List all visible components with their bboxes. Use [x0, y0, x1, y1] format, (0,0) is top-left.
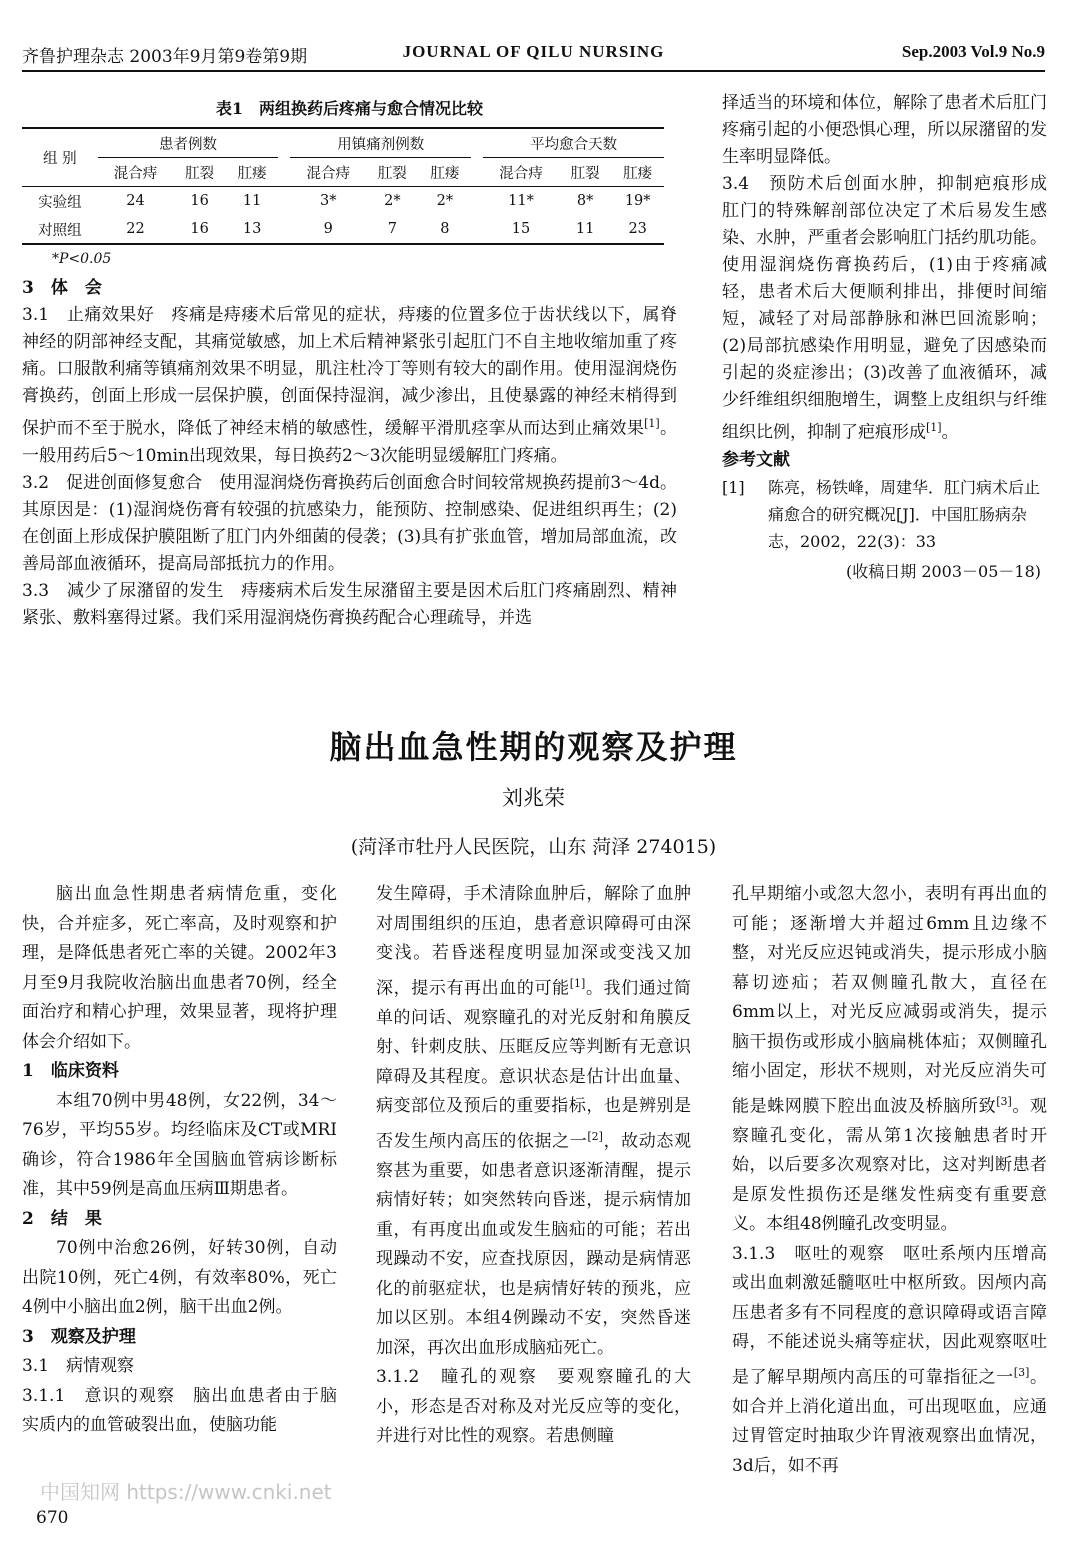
table-subhead: 肛裂 [559, 158, 612, 187]
table-group-header: 组 别 [22, 128, 98, 187]
citation: [3] [996, 1094, 1012, 1108]
reference-item [722, 474, 1047, 555]
paragraph: 发生障碍，手术清除血肿后，解除了血肿对周围组织的压迫，患者意识障碍可由深变浅。若昏迷程度明显加深或变浅又加深，提示有再出血的可能[1]。我们通过简单的问话、观察瞳孔的对光反射和角膜反射、针刺皮肤、压眶反应等判断有无意识障碍及其程度。意识状态是估计出血量、病变部位及预后的重要指标，也是辨别是否发生颅内高压的依据之一[2]，故动态观察甚为重要，如患者意识逐渐清醒，提示病情好转；如突然转向昏迷，提示病情加重，有再度出血或发生脑疝的可能；若出现躁动不安，应查找原因，躁动是病情恶化的前驱症状，也是病情好转的预兆，应加以区别。本组4例躁动不安，突然昏迷加深，再次出血形成脑疝死亡。 [376, 884, 692, 1358]
table-subhead: 肛瘘 [226, 158, 279, 187]
paragraph: 择适当的环境和体位，解除了患者术后肛门疼痛引起的小便恐惧心理，所以尿潴留的发生率明显降低。 [722, 93, 1047, 167]
table-subhead: 混合痔 [483, 158, 559, 187]
reference-number: [1] [722, 477, 745, 497]
table-subhead: 肛裂 [366, 158, 419, 187]
table-cell: 15 [483, 215, 559, 244]
table-subhead: 混合痔 [290, 158, 366, 187]
results-table [22, 127, 664, 245]
page-number: 670 [36, 1508, 69, 1528]
right-column [722, 90, 1064, 582]
table-cell: 24 [126, 193, 145, 209]
table-cell: 11* [508, 193, 534, 209]
table-subhead: 肛瘘 [419, 158, 472, 187]
paragraph: 3.1.2 瞳孔的观察 要观察瞳孔的大小，形态是否对称及对光反应等的变化，并进行对比性的观察。若患侧瞳 [376, 1367, 691, 1447]
article-column-2 [376, 880, 691, 1452]
table-cell: 11 [559, 215, 612, 244]
table-cell: 9 [290, 215, 366, 244]
table-caption: 表1 两组换药后疼痛与愈合情况比较 [215, 99, 484, 118]
article-title: 脑出血急性期的观察及护理 [329, 728, 738, 766]
table-row [22, 187, 664, 216]
table-cell: 19* [624, 193, 651, 209]
section-heading: 3 观察及护理 [22, 1326, 136, 1347]
article-column-3 [732, 880, 1047, 1481]
received-date: (收稿日期 2003－05－18) [845, 561, 1041, 581]
row-label: 实验组 [38, 194, 82, 211]
header-issue: Sep.2003 Vol.9 No.9 [901, 42, 1045, 61]
table-cell: 16 [173, 215, 226, 244]
subsection-heading: 3.1 病情观察 [22, 1356, 135, 1376]
references-heading: 参考文献 [722, 449, 790, 470]
table-row [22, 215, 664, 244]
article-author: 刘兆荣 [502, 786, 565, 810]
paragraph: 孔早期缩小或忽大忽小，表明有再出血的可能；逐渐增大并超过6mm且边缘不整，对光反应迟钝或消失，提示形成小脑幕切迹疝；若双侧瞳孔散大，直径在6mm以上，对光反应减弱或消失，提示脑干损伤或形成小脑扁桃体疝；双侧瞳孔缩小固定，形状不规则，对光反应消失可能是蛛网膜下腔出血波及桥脑所致[3]。观察瞳孔变化，需从第1次接触患者时开始，以后要多次观察对比，这对判断患者是原发性损伤还是继发性病变有重要意义。本组48例瞳孔改变明显。 [732, 884, 1048, 1235]
table-cell: 7 [366, 215, 419, 244]
table-cell: 23 [611, 215, 664, 244]
reference-text: 陈亮，杨铁峰，周建华．肛门病术后止痛愈合的研究概况[J]．中国肛肠病杂志，2002，22(3)：33 [768, 477, 1041, 551]
table-cell: 2* [436, 193, 454, 209]
table-subhead: 肛裂 [173, 158, 226, 187]
table-cell: 13 [226, 215, 279, 244]
citation: [2] [587, 1129, 603, 1143]
left-column [22, 90, 677, 632]
table-cell: 11 [242, 193, 262, 209]
article-column-1 [22, 880, 337, 1441]
table-cell: 16 [190, 193, 209, 209]
table-cell: 8* [576, 193, 594, 209]
watermark: 中国知网 https://www.cnki.net [40, 1480, 332, 1504]
section-heading: 1 临床资料 [22, 1061, 119, 1081]
paragraph: 3.1.1 意识的观察 脑出血患者由于脑实质内的血管破裂出血，使脑功能 [22, 1385, 337, 1435]
article-affiliation: (菏泽市牡丹人民医院，山东 菏泽 274015) [350, 836, 717, 858]
running-header [22, 40, 1045, 72]
paragraph: 3.3 减少了尿潴留的发生 痔瘘病术后发生尿潴留主要是因术后肛门疼痛剧烈、精神紧张、敷料塞得过紧。我们采用湿润烧伤膏换药配合心理疏导，并选 [22, 580, 677, 628]
table-group-3: 平均愈合天数 [483, 128, 664, 158]
header-journal-cn: 齐鲁护理杂志 2003年9月第9卷第9期 [22, 47, 308, 67]
table-group-2: 用镇痛剂例数 [290, 128, 471, 158]
paragraph: 脑出血急性期患者病情危重，变化快，合并症多，死亡率高，及时观察和护理，是降低患者死亡率的关键。2002年3月至9月我院收治脑出血患者70例，经全面治疗和精心护理，效果显著，现将护理体会介绍如下。 [22, 884, 337, 1052]
table-cell: 8 [419, 215, 472, 244]
paragraph: 3.2 促进创面修复愈合 使用湿润烧伤膏换药后创面愈合时间较常规换药提前3～4d。其原因是：(1)湿润烧伤膏有较强的抗感染力，能预防、控制感染、促进组织再生；(2)在创面上形成保护膜阻断了肛门内外细菌的侵袭；(3)具有扩张血管，增加局部血流，改善局部血液循环，提高局部抵抗力的作用。 [22, 472, 677, 574]
paragraph: 3.1 止痛效果好 疼痛是痔瘘术后常见的症状，痔瘘的位置多位于齿状线以下，属脊神经的阴部神经支配，其痛觉敏感，加上术后精神紧张引起肛门不自主地收缩加重了疼痛。口服散利痛等镇痛剂效果不明显，肌注杜冷丁等则有较大的副作用。使用湿润烧伤膏换药，创面上形成一层保护膜，创面保持湿润，减少渗出，且使暴露的神经末梢得到保护而不至于脱水，降低了神经末梢的敏感性，缓解平滑肌痉挛从而达到止痛效果[1]。一般用药后5～10min出现效果，每日换药2～3次能明显缓解肛门疼痛。 [22, 305, 677, 466]
header-journal-en: JOURNAL OF QILU NURSING [402, 42, 665, 61]
citation: [3] [1013, 1365, 1030, 1379]
paragraph: 3.4 预防术后创面水肿，抑制疤痕形成 肛门的特殊解剖部位决定了术后易发生感染、水肿，严重者会影响肛门括约肌功能。使用湿润烧伤膏换药后，(1)由于疼痛减轻，患者术后大便顺利排出，排便时间缩短，减轻了对局部静脉和淋巴回流影响；(2)局部抗感染作用明显，避免了因感染而引起的炎症渗出；(3)改善了血液循环，减少纤维组织细胞增生，调整上皮组织与纤维组织比例，抑制了疤痕形成[1]。 [722, 174, 1064, 443]
citation: [1] [569, 976, 586, 990]
table-cell: 2* [384, 193, 401, 209]
table-subhead: 混合痔 [98, 158, 174, 187]
row-label: 对照组 [22, 215, 98, 244]
table-cell: 22 [98, 215, 174, 244]
table-cell: 3* [319, 193, 337, 209]
citation: [1] [926, 421, 942, 434]
paragraph: 70例中治愈26例，好转30例，自动出院10例，死亡4例，有效率80%，死亡4例中小脑出血2例，脑干出血2例。 [22, 1238, 337, 1317]
paragraph: 本组70例中男48例，女22例，34～76岁，平均55岁。均经临床及CT或MRI确诊，符合1986年全国脑血管病诊断标准，其中59例是高血压病Ⅲ期患者。 [22, 1090, 337, 1199]
table-note: *P<0.05 [52, 251, 112, 267]
section-heading: 3 体 会 [22, 278, 102, 298]
paragraph: 3.1.3 呕吐的观察 呕吐系颅内压增高或出血刺激延髓呕吐中枢所致。因颅内高压患者多有不同程度的意识障碍或语言障碍，不能述说头痛等症状，因此观察呕吐是了解早期颅内高压的可靠指征之一[3]。如合并上消化道出血，可出现呕血，应通过胃管定时抽取少许胃液观察出血情况，3d后，如不再 [732, 1243, 1048, 1476]
table-group-1: 患者例数 [98, 128, 279, 158]
section-heading: 2 结 果 [22, 1208, 102, 1229]
citation: [1] [644, 417, 660, 430]
table-subhead: 肛瘘 [611, 158, 664, 187]
